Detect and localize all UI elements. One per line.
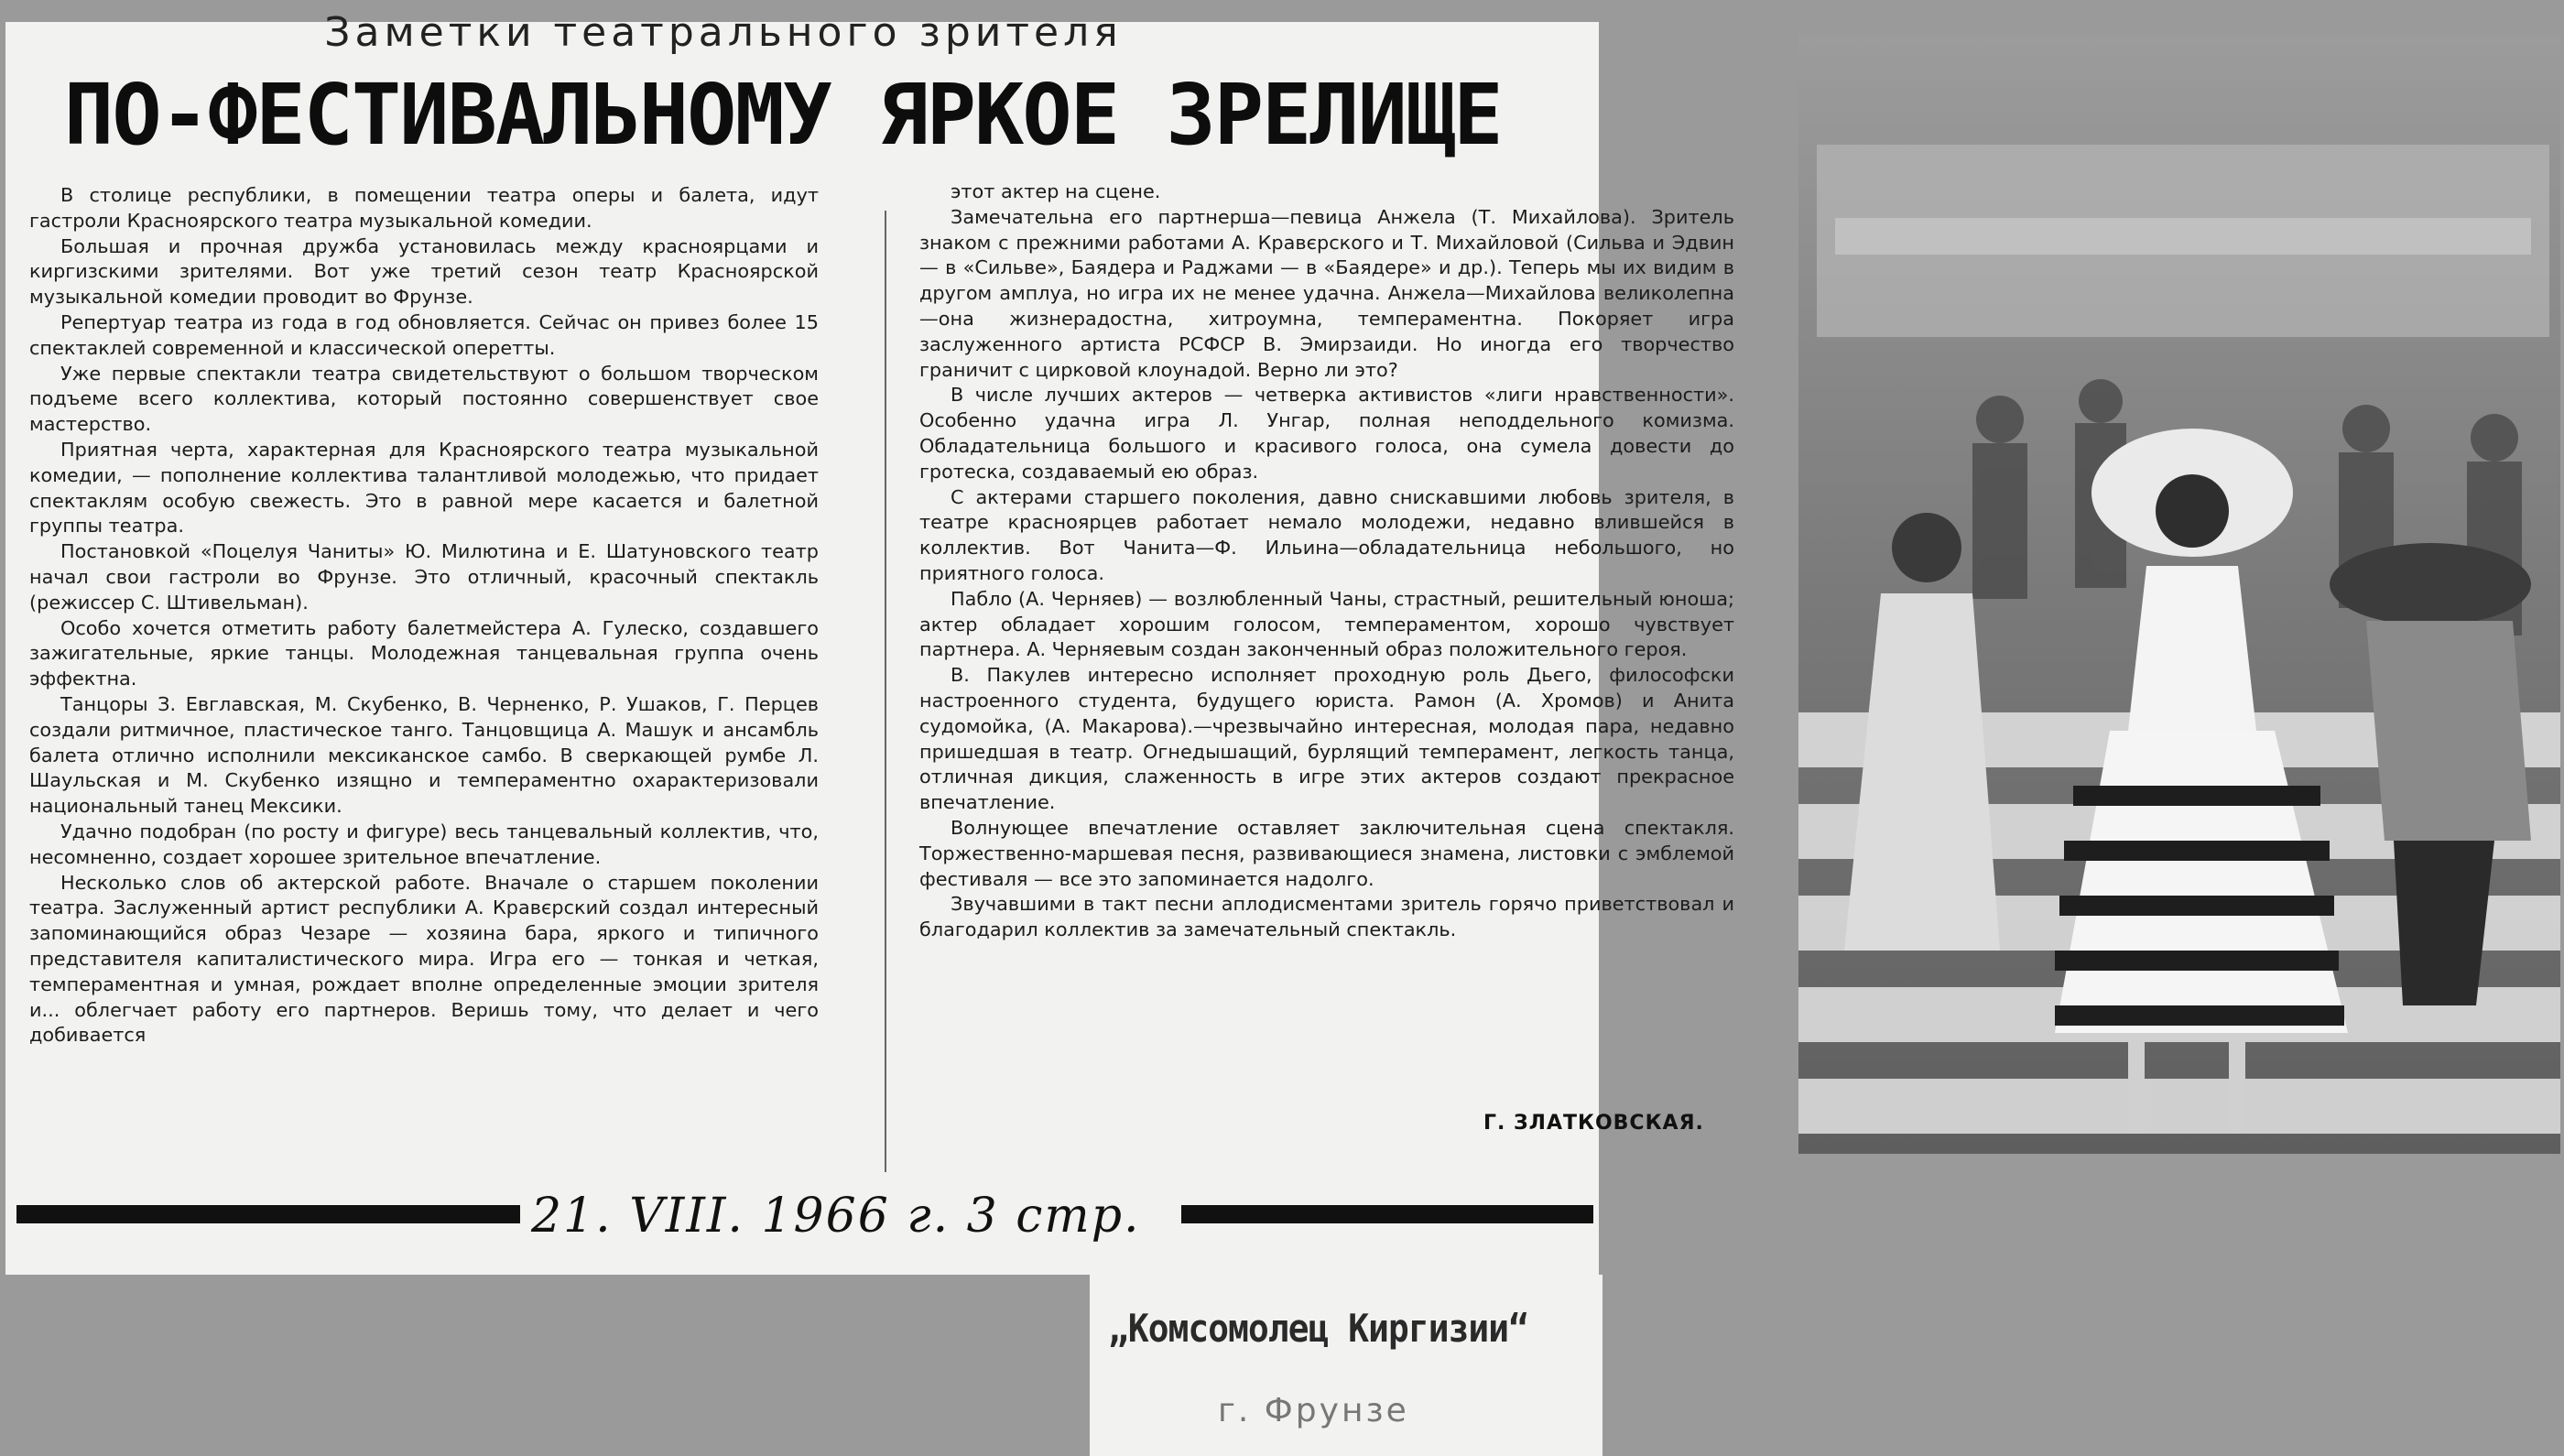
- article-headline: ПО-ФЕСТИВАЛЬНОМУ ЯРКОЕ ЗРЕЛИЩЕ: [64, 66, 1502, 164]
- paragraph: С актерами старшего поколения, давно снискавшими любовь зрителя, в театре красноярцев работает немало молодежи, недавно влившейся в коллектив. Вот Чанита—Ф. Ильина—обладательница небольшого, но приятного голоса.: [919, 485, 1734, 584]
- article-column-left: [29, 183, 819, 1049]
- paragraph: Пабло (А. Черняев) — возлюбленный Чаны, страстный, решительный юноша; актер обладает хорошим голосом, темпераментом, хорошо чувствует партнера. А. Черняевым создан законченный образ положительного героя.: [919, 587, 1734, 661]
- paragraph: Танцоры З. Евглавская, М. Скубенко, В. Черненко, Р. Ушаков, Г. Перцев создали ритмичное, пластическое танго. Танцовщица А. Машук и ансамбль балета отлично исполнили мексиканское самбо. В сверкающей румбе Л. Шаульская и М. Скубенко изящно и темпераментно охарактеризовали национальный танец Мексики.: [29, 692, 819, 818]
- paragraph: В. Пакулев интересно исполняет проходную роль Дьего, философски настроенного студента, будущего юриста. Рамон (А. Хромов) и Анита судомойка, (А. Макарова).—чрезвычайно интересная, молодая пара, недавно пришедшая в театр. Огнедышащий, бурлящий темперамент, легкость танца, отличная дикция, слаженность в игре этих актеров создают прекрасное впечатление.: [919, 664, 1734, 814]
- stage-photo-illustration: [1798, 35, 2560, 1154]
- article-column-right: [919, 179, 1734, 943]
- newspaper-name-stamp: „Комсомолец Киргизии“: [1108, 1306, 1529, 1351]
- date-rule-left: [16, 1205, 520, 1223]
- paragraph: Уже первые спектакли театра свидетельствуют о большом творческом подъеме всего коллектива, который постоянно совершенствует свое мастерство.: [29, 362, 819, 436]
- paragraph: Несколько слов об актерской работе. Вначале о старшем поколении театра. Заслуженный артист республики А. Кравєрский создал интересный запоминающийся образ Чезаре — хозяина бара, яркого и типичного представителя капиталистического мира. Игра его — тонкая и четкая, темпераментная и умная, рождает вполне определенные эмоции зрителя и... облегчает работу его партнеров. Веришь тому, что делает и чего добивается: [29, 871, 819, 1047]
- paragraph: этот актер на сцене.: [951, 180, 1161, 202]
- paragraph: В столице республики, в помещении театра оперы и балета, идут гастроли Красноярского театра музыкальной комедии.: [29, 184, 819, 232]
- paragraph: Большая и прочная дружба установилась между красноярцами и киргизскими зрителями. Вот уже третий сезон театр Красноярской музыкальной комедии проводит во Фрунзе.: [29, 234, 819, 309]
- column-divider: [885, 211, 886, 1172]
- paragraph: Постановкой «Поцелуя Чаниты» Ю. Милютина и Е. Шатуновского театр начал свои гастроли во Фрунзе. Это отличный, красочный спектакль (режиссер С. Штивельман).: [29, 540, 819, 614]
- city-stamp: г. Фрунзе: [1218, 1392, 1409, 1429]
- paragraph: Особо хочется отметить работу балетмейстера А. Гулеско, создавшего зажигательные, яркие танцы. Молодежная танцевальная группа очень эффектна.: [29, 616, 819, 690]
- article-kicker: Заметки театрального зрителя: [324, 9, 1123, 56]
- publication-date: 21. VIII. 1966 г. 3 стр.: [531, 1189, 1141, 1244]
- paragraph: В числе лучших актеров — четверка активистов «лиги нравственности». Особенно удачна игра Л. Унгар, полная неподдельного комизма. Обладательница большого и красивого голоса, она сумела довести до гротеска, создаваемый ею образ.: [919, 384, 1734, 483]
- paragraph: Замечательна его партнерша—певица Анжела (Т. Михайлова). Зритель знаком с прежними работами А. Кравєрского и Т. Михайловой (Сильва и Эдвин — в «Сильве», Баядера и Раджами — в «Баядере» и др.). Теперь мы их видим в другом амплуа, но игра их не менее удачна. Анжела—Михайлова великолепна—она жизнерадостна, хитроумна, темпераментна. Покоряет игра заслуженного артиста РСФСР В. Эмирзаиди. Но иногда его творчество граничит с цирковой клоунадой. Верно ли это?: [919, 205, 1734, 381]
- paragraph: Приятная черта, характерная для Красноярского театра музыкальной комедии, — пополнение коллектива талантливой молодежью, что придает спектаклям особую свежесть. Это в равной мере касается и балетной группы театра.: [29, 438, 819, 538]
- theatre-stage-photo-icon: [1798, 35, 2560, 1154]
- paragraph: Удачно подобран (по росту и фигуре) весь танцевальный коллектив, что, несомненно, создает хорошее зрительное впечатление.: [29, 820, 819, 868]
- paragraph: Волнующее впечатление оставляет заключительная сцена спектакля. Торжественно-маршевая песня, развивающиеся знамена, листовки с эмблемой фестиваля — все это запоминается надолго.: [919, 816, 1734, 890]
- paragraph: Звучавшими в такт песни аплодисментами зритель горячо приветствовал и благодарил коллектив за замечательный спектакль.: [919, 893, 1734, 941]
- date-rule-right: [1181, 1205, 1593, 1223]
- author-signature: Г. ЗЛАТКОВСКАЯ.: [1483, 1112, 1704, 1135]
- paragraph: Репертуар театра из года в год обновляется. Сейчас он привез более 15 спектаклей современной и классической оперетты.: [29, 310, 819, 359]
